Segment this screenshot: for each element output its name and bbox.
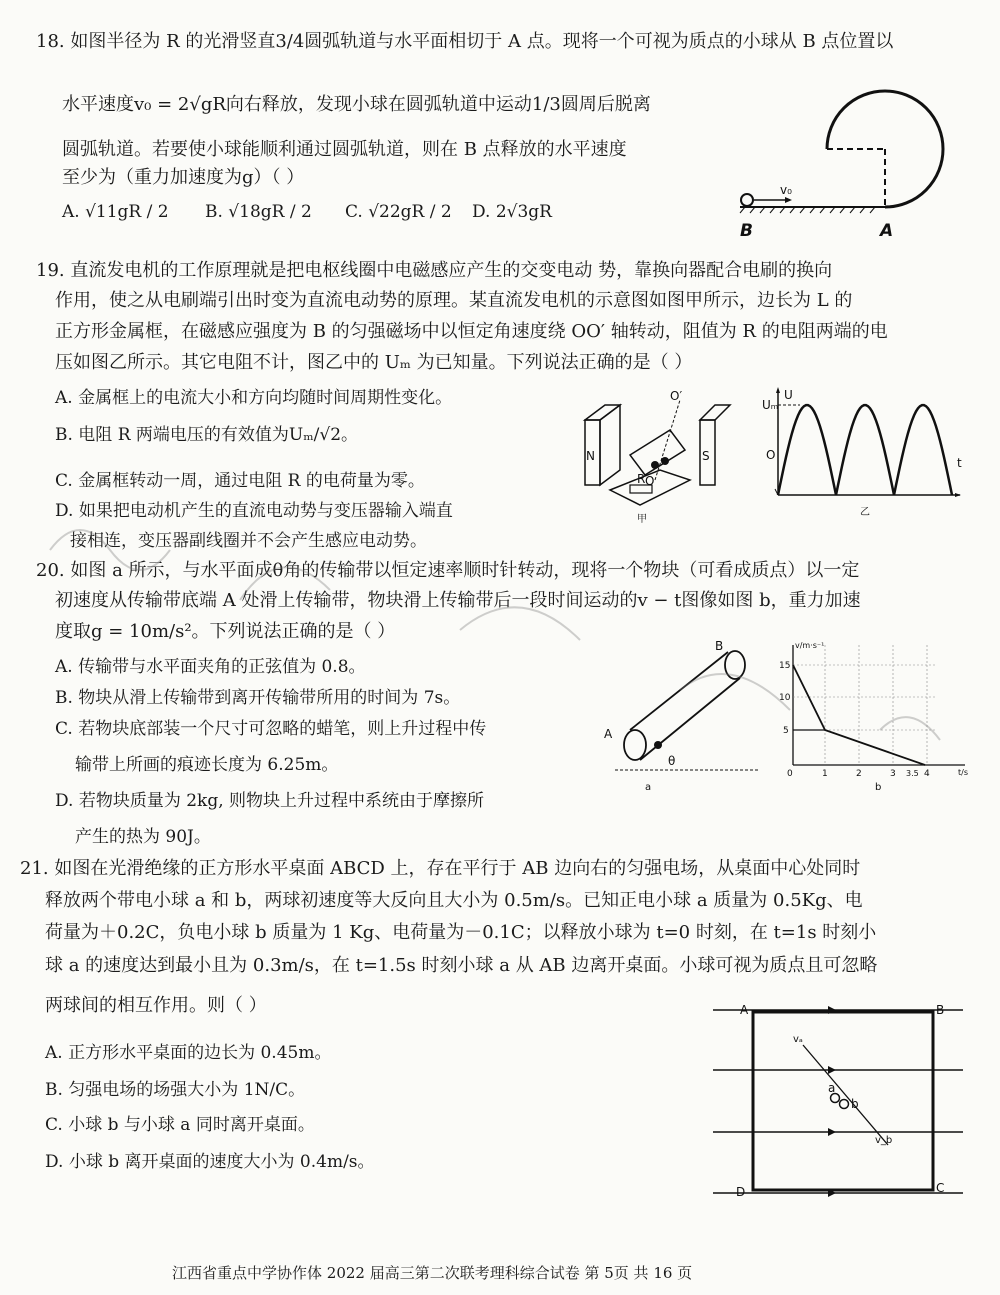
q18-v0-label: v₀: [780, 183, 792, 197]
q21-vb-label: v_b: [875, 1135, 893, 1146]
q21-option-d: D. 小球 b 离开桌面的速度大小为 0.4m/s。: [45, 1152, 375, 1172]
q20-point-b-label: B: [715, 640, 724, 653]
q21-ball-a-label: a: [828, 1081, 836, 1095]
q20-line-3: 度取g = 10m/s²。下列说法正确的是（ ）: [55, 621, 396, 642]
q19-fig2-caption: 乙: [860, 507, 870, 518]
q20-x-axis-label: t/s: [958, 768, 968, 777]
q20-option-d-1: D. 若物块质量为 2kg, 则物块上升过程中系统由于摩擦所: [55, 791, 485, 811]
q21-line-4: 球 a 的速度达到最小且为 0.3m/s，在 t=1.5s 时刻小球 a 从 AB 边离开桌面。小球可视为质点且可忽略: [45, 955, 878, 976]
q19-line-3: 正方形金属框，在磁感应强度为 B 的匀强磁场中以恒定角速度绕 OO′ 轴转动，阻值为 R 的电阻两端的电: [55, 321, 888, 342]
q19-origin-label: O: [766, 448, 776, 462]
q20-option-c-2: 输带上所画的痕迹长度为 6.25m。: [75, 755, 339, 775]
q21-table-figure: [708, 1000, 968, 1205]
q20-x2: 2: [856, 769, 862, 779]
q19-fig1-caption: 甲: [637, 514, 647, 525]
q21-line-2: 释放两个带电小球 a 和 b，两球初速度等大反向且大小为 0.5m/s。已知正电小球 a 质量为 0.5Kg、电: [45, 890, 863, 911]
q21-ball-b-label: b: [851, 1097, 859, 1111]
q21-line-1: 21. 如图在光滑绝缘的正方形水平桌面 ABCD 上，存在平行于 AB 边向右的匀强电场，从桌面中心处同时: [20, 858, 861, 879]
q18-line-1: 18. 如图半径为 R 的光滑竖直3/4圆弧轨道与水平面相切于 A 点。现将一个可视为质点的小球从 B 点位置以: [36, 31, 894, 52]
q18-track-figure: [730, 60, 970, 245]
q20-option-b: B. 物块从滑上传输带到离开传输带所用的时间为 7s。: [55, 688, 461, 708]
q20-line-1: 20. 如图 a 所示，与水平面成θ角的传输带以恒定速率顺时针转动，现将一个物块（可看成质点）以一定: [36, 560, 860, 581]
q21-line-3: 荷量为＋0.2C，负电小球 b 质量为 1 Kg、电荷量为－0.1C；以释放小球为 t=0 时刻，在 t=1s 时刻小: [45, 922, 877, 943]
q18-option-d: D. 2√3gR: [472, 202, 552, 222]
q18-line-3: 圆弧轨道。若要使小球能顺利通过圆弧轨道，则在 B 点释放的水平速度: [62, 139, 627, 160]
q19-option-d-2: 接相连，变压器副线圈并不会产生感应电动势。: [70, 531, 427, 551]
q19-um-label: Uₘ: [762, 398, 779, 412]
q19-option-a: A. 金属框上的电流大小和方向均随时间周期性变化。: [55, 388, 453, 408]
q18-line-2: 水平速度v₀ = 2√gR向右释放，发现小球在圆弧轨道中运动1/3圆周后脱离: [62, 94, 651, 115]
q21-va-label: vₐ: [793, 1034, 803, 1045]
q21-line-5: 两球间的相互作用。则（ ）: [45, 995, 267, 1016]
q19-u-axis-label: U: [784, 388, 793, 402]
q21-option-b: B. 匀强电场的场强大小为 1N/C。: [45, 1080, 306, 1100]
q20-x3: 3: [890, 769, 896, 779]
q21-option-a: A. 正方形水平桌面的边长为 0.45m。: [45, 1043, 332, 1063]
q20-y5: 5: [783, 726, 789, 736]
q19-option-b: B. 电阻 R 两端电压的有效值为Uₘ/√2。: [55, 425, 359, 445]
q21-corner-a: A: [740, 1003, 749, 1017]
q19-line-1: 19. 直流发电机的工作原理就是把电枢线圈中电磁感应产生的交变电动 势，靠换向器配合电刷的换向: [36, 260, 833, 281]
q19-r-label: R: [637, 472, 646, 486]
q20-option-d-2: 产生的热为 90J。: [75, 827, 211, 847]
q20-point-a-label: A: [604, 727, 613, 741]
q21-option-c: C. 小球 b 与小球 a 同时离开桌面。: [45, 1115, 315, 1135]
q20-fig-a-caption: a: [645, 782, 652, 793]
q18-point-b-label: B: [740, 221, 753, 241]
q21-corner-b: B: [936, 1003, 945, 1017]
q19-s-label: S: [702, 449, 710, 463]
q20-theta-label: θ: [668, 754, 676, 768]
q20-x4: 4: [924, 769, 930, 779]
q20-conveyor-figure: [600, 640, 765, 800]
q21-corner-c: C: [936, 1181, 945, 1195]
q19-n-label: N: [586, 449, 595, 463]
q18-line-4: 至少为（重力加速度为g）（ ）: [62, 167, 305, 188]
q19-o-label: O: [645, 474, 655, 488]
q20-option-a: A. 传输带与水平面夹角的正弦值为 0.8。: [55, 657, 366, 677]
q18-option-c: C. √22gR / 2: [345, 202, 452, 222]
q20-y10: 10: [779, 693, 791, 703]
q20-fig-b-caption: b: [875, 782, 882, 793]
q20-x35: 3.5: [906, 769, 919, 778]
q19-o-prime-label: O′: [670, 389, 683, 403]
q20-option-c-1: C. 若物块底部装一个尺寸可忽略的蜡笔，则上升过程中传: [55, 719, 487, 739]
q20-line-2: 初速度从传输带底端 A 处滑上传输带，物块滑上传输带后一段时间运动的v − t图像如图 b，重力加速: [55, 590, 861, 611]
q19-option-d-1: D. 如果把电动机产生的直流电动势与变压器输入端直: [55, 501, 453, 521]
q21-corner-d: D: [736, 1185, 746, 1199]
q18-option-a: A. √11gR / 2: [62, 202, 169, 222]
q19-option-c: C. 金属框转动一周，通过电阻 R 的电荷量为零。: [55, 471, 425, 491]
q20-y15: 15: [779, 661, 791, 671]
q20-vt-graph: [775, 640, 975, 800]
q18-option-b: B. √18gR / 2: [205, 202, 312, 222]
q19-voltage-graph: [760, 385, 965, 525]
q20-y-axis-label: v/m·s⁻¹: [795, 641, 825, 650]
q20-x1: 1: [822, 769, 828, 779]
q18-point-a-label: A: [880, 221, 894, 241]
q20-x0: 0: [787, 769, 793, 779]
q19-line-2: 作用，使之从电刷端引出时变为直流电动势的原理。某直流发电机的示意图如图甲所示，边长为 L 的: [55, 290, 853, 311]
q19-generator-figure: [575, 385, 755, 525]
page-footer: 江西省重点中学协作体 2022 届高三第二次联考理科综合试卷 第 5页 共 16 页: [172, 1264, 693, 1282]
q19-t-axis-label: t: [957, 456, 962, 470]
q19-line-4: 压如图乙所示。其它电阻不计，图乙中的 Uₘ 为已知量。下列说法正确的是（ ）: [55, 352, 693, 373]
